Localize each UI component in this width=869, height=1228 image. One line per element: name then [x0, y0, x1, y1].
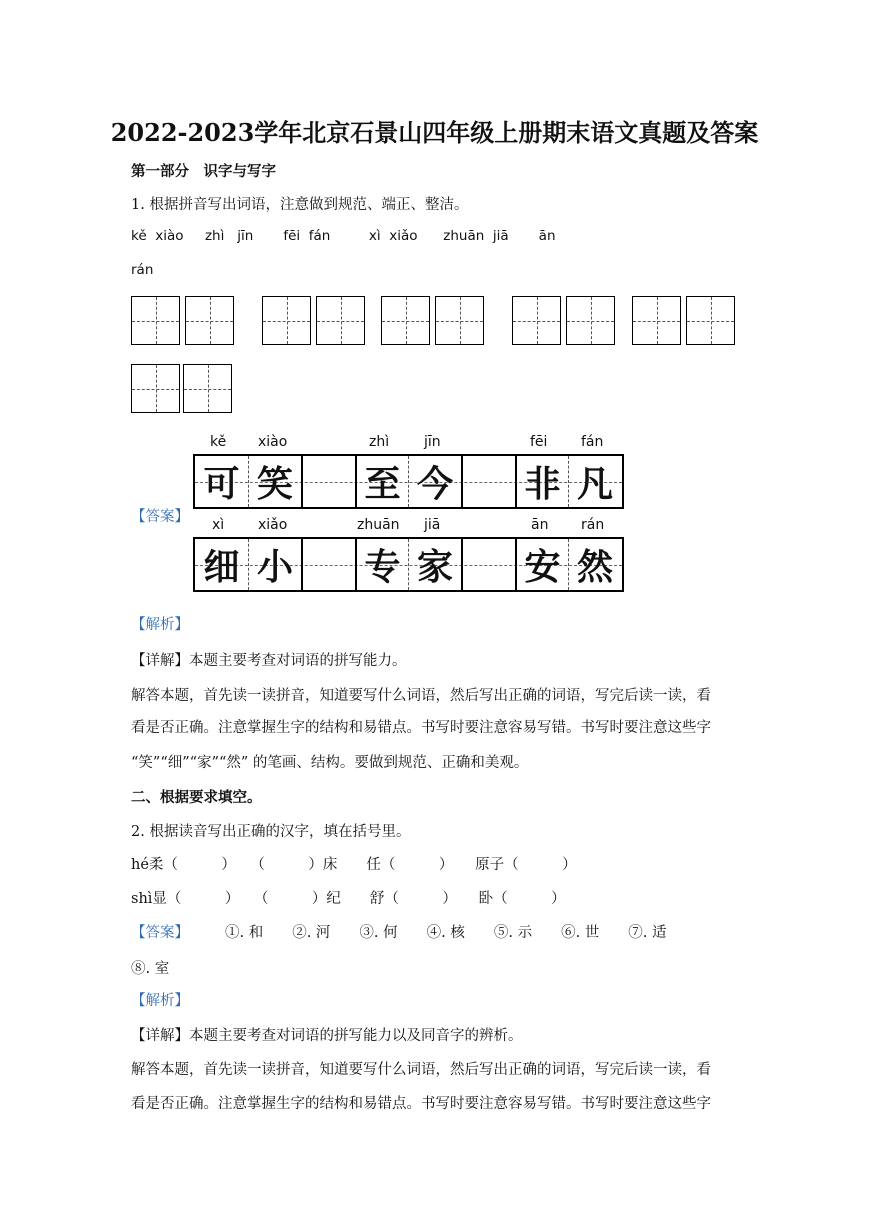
part2-heading: 二、根据要求填空。	[131, 789, 262, 806]
writing-cell[interactable]	[185, 296, 234, 345]
answer-pinyin: fán	[581, 434, 604, 450]
answer-pinyin: xiào	[258, 434, 288, 450]
answer-pinyin: xiǎo	[258, 517, 288, 533]
q2-answers: ①. 和 ②. 河 ③. 何 ④. 核 ⑤. 示 ⑥. 世 ⑦. 适	[225, 925, 667, 941]
writing-cell[interactable]	[566, 296, 615, 345]
q2-line1: hé柔（ ） （ ）床 任（ ） 原子（ ）	[131, 857, 577, 873]
answer-char: 家	[408, 539, 461, 590]
writing-cell[interactable]	[316, 296, 365, 345]
answer-pinyin: zhì	[369, 434, 390, 450]
writing-cell[interactable]	[686, 296, 735, 345]
answer-char: 安	[515, 539, 568, 590]
answer-pinyin: zhuān	[357, 517, 400, 533]
q2-answer-label: 【答案】	[131, 925, 189, 941]
q2-analysis-label: 【解析】	[131, 993, 189, 1009]
answer-pinyin: jīn	[424, 434, 441, 450]
q2-explain: 解答本题，首先读一读拼音，知道要写什么词语，然后写出正确的词语，写完后读一读，看	[131, 1062, 711, 1078]
q2-detail: 【详解】本题主要考查对词语的拼写能力以及同音字的辨析。	[131, 1028, 523, 1044]
answer-char: 凡	[568, 456, 621, 507]
q2-explain: 看是否正确。注意掌握生字的结构和易错点。书写时要注意容易写错。书写时要注意这些字	[131, 1096, 711, 1112]
answer-char: 非	[515, 456, 568, 507]
answer-grid-row2	[193, 537, 624, 592]
q1-pinyin-line2: rán	[131, 262, 154, 278]
part1-heading: 第一部分 识字与写字	[131, 163, 276, 180]
answer-pinyin: kě	[210, 434, 227, 450]
page-title: 2022-2023学年北京石景山四年级上册期末语文真题及答案	[110, 118, 759, 147]
q1-stem: 1. 根据拼音写出词语，注意做到规范、端正、整洁。	[131, 197, 469, 213]
q1-analysis-label: 【解析】	[131, 617, 189, 633]
answer-pinyin: ān	[531, 517, 549, 533]
writing-cell[interactable]	[435, 296, 484, 345]
answer-char: 至	[355, 456, 408, 507]
answer-char: 笑	[248, 456, 301, 507]
writing-cell[interactable]	[262, 296, 311, 345]
answer-pinyin: fēi	[530, 434, 548, 450]
answer-pinyin: xì	[212, 517, 225, 533]
q1-explain: “笑”“细”“家”“然” 的笔画、结构。要做到规范、正确和美观。	[131, 755, 529, 771]
q2-stem: 2. 根据读音写出正确的汉字，填在括号里。	[131, 824, 411, 840]
answer-char: 可	[203, 464, 240, 505]
q1-explain: 解答本题，首先读一读拼音，知道要写什么词语，然后写出正确的词语，写完后读一读，看	[131, 688, 711, 704]
q1-pinyin-line1: kě xiào zhì jīn fēi fán xì xiǎo zhuān jiā ān	[131, 228, 556, 244]
answer-char: 细	[203, 547, 240, 588]
writing-cell[interactable]	[381, 296, 430, 345]
answer-grid-row1	[193, 454, 624, 509]
answer-char: 然	[568, 539, 621, 590]
answer-char: 今	[408, 456, 461, 507]
writing-cell[interactable]	[632, 296, 681, 345]
q2-answers: ⑧. 室	[131, 961, 170, 977]
q1-answer-label: 【答案】	[131, 509, 189, 525]
writing-cell[interactable]	[131, 364, 180, 413]
writing-cell[interactable]	[131, 296, 180, 345]
answer-pinyin: jiā	[424, 517, 441, 533]
q2-line2: shì显（ ） （ ）纪 舒（ ） 卧（ ）	[131, 891, 566, 907]
answer-char: 小	[248, 539, 301, 590]
answer-pinyin: rán	[581, 517, 605, 533]
q1-explain: 看是否正确。注意掌握生字的结构和易错点。书写时要注意容易写错。书写时要注意这些字	[131, 720, 711, 736]
writing-cell[interactable]	[183, 364, 232, 413]
answer-char: 专	[355, 539, 408, 590]
writing-cell[interactable]	[512, 296, 561, 345]
q1-detail: 【详解】本题主要考查对词语的拼写能力。	[131, 653, 407, 669]
